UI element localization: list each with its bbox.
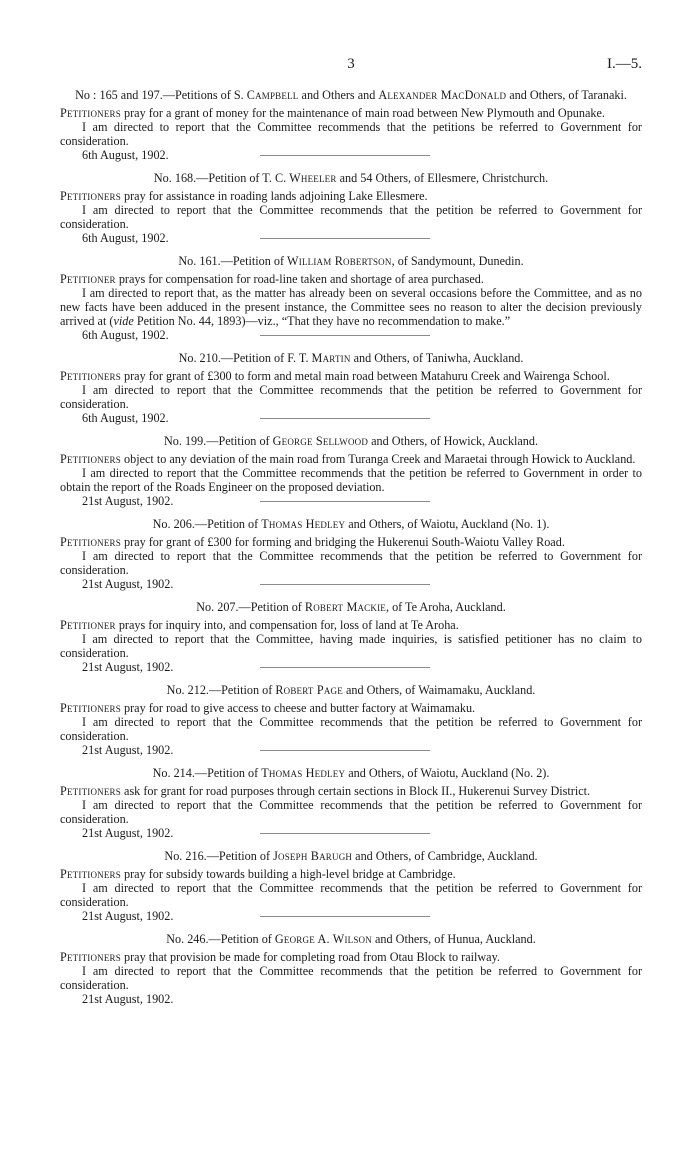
committee-report: I am directed to report that the Committee, having made inquiries, is satisfied petitioner has no claim to consideration.	[60, 632, 642, 660]
section-divider	[260, 418, 430, 419]
report-date: 21st August, 1902.	[60, 660, 642, 674]
committee-report: I am directed to report that, as the matter has already been on several occasions before the Committee, and as no new facts have been adduced in the present instance, the Committee sees no reason to alter the decision previously arrived at (vide Petition No. 44, 1893)—viz., “That they have no recommendation to make.”	[60, 286, 642, 328]
committee-report: I am directed to report that the Committee recommends that the petition be referred to Government for consideration.	[60, 964, 642, 992]
committee-report: I am directed to report that the Committee recommends that the petition be referred to Government for consideration.	[60, 881, 642, 909]
petition-prayer: Petitioners pray that provision be made for completing road from Otau Block to railway.	[60, 950, 500, 964]
committee-report: I am directed to report that the Committee recommends that the petition be referred to Government for consideration.	[60, 203, 642, 231]
petition-title: No. 212.—Petition of Robert Page and Others, of Waimamaku, Auckland.	[166, 683, 536, 697]
petition-title: No. 246.—Petition of George A. Wilson and Others, of Hunua, Auckland.	[166, 932, 536, 946]
petition-prayer: Petitioners pray for assistance in roading lands adjoining Lake Ellesmere.	[60, 189, 428, 203]
committee-report: I am directed to report that the Committee recommends that the petitions be referred to Government for consideration.	[60, 120, 642, 148]
page-header	[60, 58, 642, 88]
petition-title: No. 161.—Petition of William Robertson, of Sandymount, Dunedin.	[178, 254, 524, 268]
section-divider	[260, 750, 430, 751]
petition-entry	[60, 351, 642, 425]
committee-report: I am directed to report that the Committee recommends that the petition be referred to Government in order to obtain the report of the Roads Engineer on the proposed deviation.	[60, 466, 642, 494]
report-date: 6th August, 1902.	[60, 148, 642, 162]
report-date: 21st August, 1902.	[60, 826, 642, 840]
committee-report: I am directed to report that the Committee recommends that the petition be referred to Government for consideration.	[60, 715, 642, 743]
petition-entry	[60, 766, 642, 840]
section-divider	[260, 584, 430, 585]
page-number: 3	[347, 56, 355, 72]
petition-prayer: Petitioners pray for a grant of money for the maintenance of main road between New Plymouth and Opunake.	[60, 106, 605, 120]
petition-title: No. 210.—Petition of F. T. Martin and Others, of Taniwha, Auckland.	[178, 351, 524, 365]
petition-prayer: Petitioners pray for subsidy towards building a high-level bridge at Cambridge.	[60, 867, 456, 881]
petition-entry	[60, 254, 642, 342]
petition-title: No. 168.—Petition of T. C. Wheeler and 54 Others, of Ellesmere, Christchurch.	[153, 171, 549, 185]
section-divider	[260, 916, 430, 917]
report-date: 6th August, 1902.	[60, 231, 642, 245]
petition-title: No. 199.—Petition of George Sellwood and Others, of Howick, Auckland.	[163, 434, 539, 448]
report-date: 21st August, 1902.	[60, 743, 642, 757]
petition-title: No. 206.—Petition of Thomas Hedley and Others, of Waiotu, Auckland (No. 1).	[152, 517, 550, 531]
section-divider	[260, 833, 430, 834]
petition-entry	[60, 683, 642, 757]
report-date: 21st August, 1902.	[60, 494, 642, 508]
petition-entry	[60, 517, 642, 591]
petition-prayer: Petitioners pray for road to give access to cheese and butter factory at Waimamaku.	[60, 701, 476, 715]
section-divider	[260, 667, 430, 668]
petition-prayer: Petitioners pray for grant of £300 to form and metal main road between Matahuru Creek and Wairenga School.	[60, 369, 610, 383]
petition-prayer: Petitioner prays for inquiry into, and compensation for, loss of land at Te Aroha.	[60, 618, 459, 632]
report-date: 6th August, 1902.	[60, 328, 642, 342]
committee-report: I am directed to report that the Committee recommends that the petition be referred to Government for consideration.	[60, 383, 642, 411]
petition-prayer: Petitioners pray for grant of £300 for forming and bridging the Hukerenui South-Waiotu Valley Road.	[60, 535, 565, 549]
report-date: 21st August, 1902.	[60, 577, 642, 591]
petition-entry	[60, 171, 642, 245]
petition-entry	[60, 88, 642, 162]
committee-report: I am directed to report that the Committee recommends that the petition be referred to Government for consideration.	[60, 798, 642, 826]
report-date: 21st August, 1902.	[82, 992, 174, 1006]
petition-title: No. 214.—Petition of Thomas Hedley and Others, of Waiotu, Auckland (No. 2).	[152, 766, 550, 780]
petition-entry	[60, 600, 642, 674]
section-divider	[260, 501, 430, 502]
petition-prayer: Petitioner prays for compensation for road-line taken and shortage of area purchased.	[60, 272, 484, 286]
petition-entry	[60, 849, 642, 923]
petition-entry	[60, 932, 642, 1006]
petition-entry	[60, 434, 642, 508]
section-divider	[260, 238, 430, 239]
report-date: 21st August, 1902.	[60, 909, 642, 923]
report-date: 6th August, 1902.	[60, 411, 642, 425]
petition-title: No : 165 and 197.—Petitions of S. Campbell and Others and Alexander MacDonald and Others, of Taranaki.	[75, 88, 627, 102]
document-reference: I.—5.	[607, 56, 642, 72]
section-divider	[260, 155, 430, 156]
petition-title: No. 207.—Petition of Robert Mackie, of Te Aroha, Auckland.	[196, 600, 506, 614]
committee-report: I am directed to report that the Committee recommends that the petition be referred to Government for consideration.	[60, 549, 642, 577]
section-divider	[260, 335, 430, 336]
petition-prayer: Petitioners object to any deviation of the main road from Turanga Creek and Maraetai through Howick to Auckland.	[60, 452, 636, 466]
petition-title: No. 216.—Petition of Joseph Barugh and Others, of Cambridge, Auckland.	[164, 849, 538, 863]
petition-prayer: Petitioners ask for grant for road purposes through certain sections in Block II., Hukerenui Survey District.	[60, 784, 591, 798]
